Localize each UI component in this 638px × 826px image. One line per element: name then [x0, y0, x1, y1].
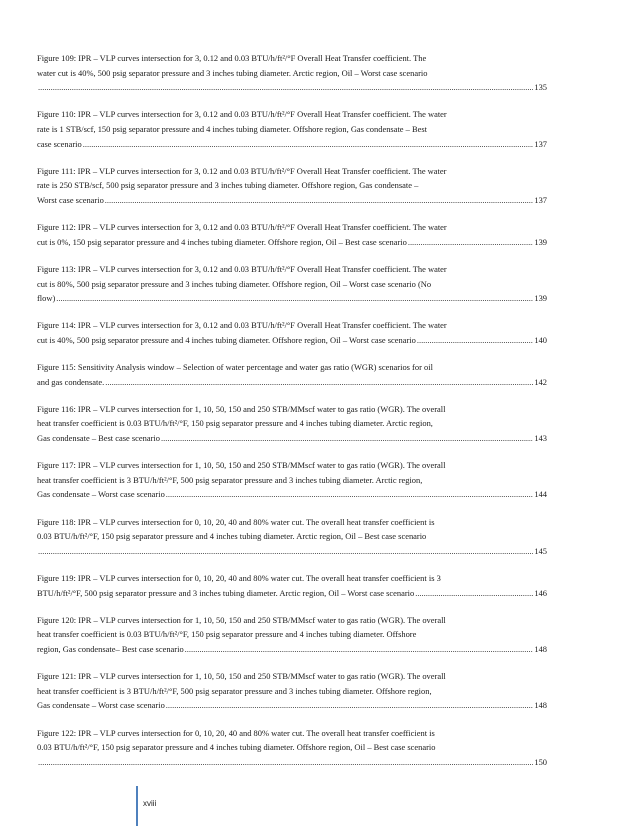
- toc-entry[interactable]: [37, 360, 547, 389]
- toc-page-number: 148: [534, 700, 547, 711]
- toc-entry-text-line: Figure 119: IPR – VLP curves intersection for 0, 10, 20, 40 and 80% water cut. The overall heat transfer coefficient is 3: [37, 572, 441, 583]
- toc-entry[interactable]: [37, 164, 547, 208]
- list-of-figures: [37, 51, 547, 782]
- toc-entry[interactable]: [37, 571, 547, 600]
- toc-entry[interactable]: [37, 613, 547, 657]
- toc-entry-leader-line: [37, 487, 547, 502]
- toc-entry-text-line: Figure 114: IPR – VLP curves intersection for 3, 0.12 and 0.03 BTU/h/ft²/°F Overall Heat Transfer coefficient. The water: [37, 320, 447, 331]
- toc-entry-leader-line: [37, 291, 547, 306]
- toc-page-number: 137: [534, 138, 547, 149]
- toc-entry[interactable]: [37, 220, 547, 249]
- toc-entry-text-line: Worst case scenario: [37, 194, 104, 205]
- toc-entry-text-line: 0.03 BTU/h/ft²/°F, 150 psig separator pressure and 4 inches tubing diameter. Arctic region, Oil – Best case scenario: [37, 531, 427, 542]
- toc-entry-leader-line: [37, 431, 547, 446]
- toc-entry-text-line: Figure 110: IPR – VLP curves intersection for 3, 0.12 and 0.03 BTU/h/ft²/°F Overall Heat Transfer coefficient. The water: [37, 109, 447, 120]
- dot-leader: [417, 333, 534, 348]
- dot-leader: [161, 431, 533, 446]
- toc-entry-text-line: Figure 121: IPR – VLP curves intersection for 1, 10, 50, 150 and 250 STB/MMscf water to gas ratio (WGR). The overall: [37, 671, 446, 682]
- toc-entry-leader-line: [37, 235, 547, 250]
- toc-entry[interactable]: [37, 51, 547, 95]
- toc-page-number: 142: [534, 376, 547, 387]
- toc-entry-text-line: rate is 250 STB/scf, 500 psig separator pressure and 3 inches tubing diameter. Offshore region, Gas condensate –: [37, 180, 419, 191]
- toc-entry-text-line: cut is 40%, 500 psig separator pressure and 4 inches tubing diameter. Offshore region, Oil – Worst case scenario: [37, 334, 416, 345]
- toc-entry-text-line: Gas condensate – Worst case scenario: [37, 489, 165, 500]
- dot-leader: [83, 137, 534, 152]
- toc-entry-text-line: Figure 117: IPR – VLP curves intersection for 1, 10, 50, 150 and 250 STB/MMscf water to gas ratio (WGR). The overall: [37, 460, 446, 471]
- page-number: xviii: [143, 799, 157, 808]
- toc-entry[interactable]: [37, 262, 547, 306]
- toc-entry[interactable]: [37, 318, 547, 347]
- toc-entry-text-line: heat transfer coefficient is 3 BTU/h/ft²/°F, 500 psig separator pressure and 3 inches tubing diameter. Offshore region,: [37, 685, 432, 696]
- toc-entry-text-line: Figure 118: IPR – VLP curves intersection for 0, 10, 20, 40 and 80% water cut. The overall heat transfer coefficient is: [37, 516, 435, 527]
- toc-entry-text-line: case scenario: [37, 138, 82, 149]
- toc-entry[interactable]: [37, 515, 547, 559]
- toc-entry-leader-line: [37, 755, 547, 770]
- toc-entry-leader-line: [37, 137, 547, 152]
- toc-entry-text-line: Figure 111: IPR – VLP curves intersection for 3, 0.12 and 0.03 BTU/h/ft²/°F Overall Heat Transfer coefficient. The water: [37, 165, 447, 176]
- toc-entry-text-line: heat transfer coefficient is 0.03 BTU/h/ft²/°F, 150 psig separator pressure and 4 inches tubing diameter. Offshore: [37, 629, 417, 640]
- toc-page-number: 143: [534, 433, 547, 444]
- dot-leader: [105, 193, 534, 208]
- dot-leader: [415, 586, 533, 601]
- toc-entry-text-line: Gas condensate – Best case scenario: [37, 433, 160, 444]
- toc-entry-text-line: Figure 109: IPR – VLP curves intersection for 3, 0.12 and 0.03 BTU/h/ft²/°F Overall Heat Transfer coefficient. The: [37, 53, 427, 63]
- dot-leader: [38, 755, 533, 770]
- toc-entry-text-line: and gas condensate.: [37, 376, 105, 387]
- toc-entry-text-line: rate is 1 STB/scf, 150 psig separator pressure and 4 inches tubing diameter. Offshore region, Gas condensate – Best: [37, 123, 427, 134]
- toc-entry-text-line: water cut is 40%, 500 psig separator pressure and 3 inches tubing diameter. Arctic region, Oil – Worst case scenario: [37, 67, 428, 78]
- toc-page-number: 137: [534, 194, 547, 205]
- toc-page-number: 139: [534, 236, 547, 247]
- dot-leader: [105, 375, 533, 390]
- toc-page-number: 144: [534, 489, 547, 500]
- toc-page-number: 145: [534, 545, 547, 556]
- toc-entry-text-line: Figure 116: IPR – VLP curves intersection for 1, 10, 50, 150 and 250 STB/MMscf water to gas ratio (WGR). The overall: [37, 403, 446, 414]
- toc-entry[interactable]: [37, 669, 547, 713]
- toc-entry[interactable]: [37, 107, 547, 151]
- dot-leader: [38, 544, 533, 559]
- toc-entry-leader-line: [37, 642, 547, 657]
- toc-entry-leader-line: [37, 193, 547, 208]
- toc-entry[interactable]: [37, 726, 547, 770]
- toc-entry-text-line: cut is 80%, 500 psig separator pressure and 3 inches tubing diameter. Offshore region, Oil – Worst case scenario (No: [37, 278, 432, 289]
- toc-page-number: 150: [534, 756, 547, 767]
- toc-page-number: 139: [534, 293, 547, 304]
- footer-divider: [136, 786, 138, 826]
- toc-entry-leader-line: [37, 544, 547, 559]
- toc-entry-text-line: Figure 112: IPR – VLP curves intersection for 3, 0.12 and 0.03 BTU/h/ft²/°F Overall Heat Transfer coefficient. The water: [37, 222, 447, 233]
- toc-entry-text-line: Figure 115: Sensitivity Analysis window – Selection of water percentage and water gas ratio (WGR) scenarios for oil: [37, 362, 433, 373]
- toc-entry-leader-line: [37, 698, 547, 713]
- toc-page-number: 148: [534, 643, 547, 654]
- toc-entry-text-line: cut is 0%, 150 psig separator pressure and 4 inches tubing diameter. Offshore region, Oil – Best case scenario: [37, 236, 407, 247]
- toc-entry-leader-line: [37, 333, 547, 348]
- dot-leader: [56, 291, 533, 306]
- toc-entry-text-line: Figure 113: IPR – VLP curves intersection for 3, 0.12 and 0.03 BTU/h/ft²/°F Overall Heat Transfer coefficient. The water: [37, 263, 447, 274]
- toc-entry-text-line: 0.03 BTU/h/ft²/°F, 150 psig separator pressure and 4 inches tubing diameter. Offshore region, Oil – Best case scenario: [37, 742, 436, 753]
- toc-entry-text-line: heat transfer coefficient is 0.03 BTU/h/ft²/°F, 150 psig separator pressure and 4 inches tubing diameter. Arctic region,: [37, 418, 433, 429]
- toc-page-number: 140: [534, 334, 547, 345]
- toc-entry-text-line: Figure 122: IPR – VLP curves intersection for 0, 10, 20, 40 and 80% water cut. The overall heat transfer coefficient is: [37, 727, 435, 738]
- dot-leader: [166, 698, 534, 713]
- dot-leader: [166, 487, 534, 502]
- toc-entry-text-line: region, Gas condensate– Best case scenario: [37, 643, 184, 654]
- dot-leader: [185, 642, 534, 657]
- toc-entry-text-line: heat transfer coefficient is 3 BTU/h/ft²/°F, 500 psig separator pressure and 3 inches tubing diameter. Arctic region,: [37, 474, 423, 485]
- toc-entry-leader-line: [37, 80, 547, 95]
- toc-entry-text-line: flow): [37, 293, 56, 304]
- toc-entry-text-line: Gas condensate – Worst case scenario: [37, 700, 165, 711]
- toc-entry[interactable]: [37, 402, 547, 446]
- toc-page-number: 135: [534, 82, 547, 93]
- toc-entry[interactable]: [37, 458, 547, 502]
- toc-entry-leader-line: [37, 586, 547, 601]
- toc-entry-leader-line: [37, 375, 547, 390]
- toc-page-number: 146: [534, 587, 547, 598]
- dot-leader: [408, 235, 534, 250]
- toc-entry-text-line: Figure 120: IPR – VLP curves intersection for 1, 10, 50, 150 and 250 STB/MMscf water to gas ratio (WGR). The overall: [37, 614, 446, 625]
- dot-leader: [38, 80, 533, 95]
- toc-entry-text-line: BTU/h/ft²/°F, 500 psig separator pressure and 3 inches tubing diameter. Arctic region, Oil – Worst case scenario: [37, 587, 415, 598]
